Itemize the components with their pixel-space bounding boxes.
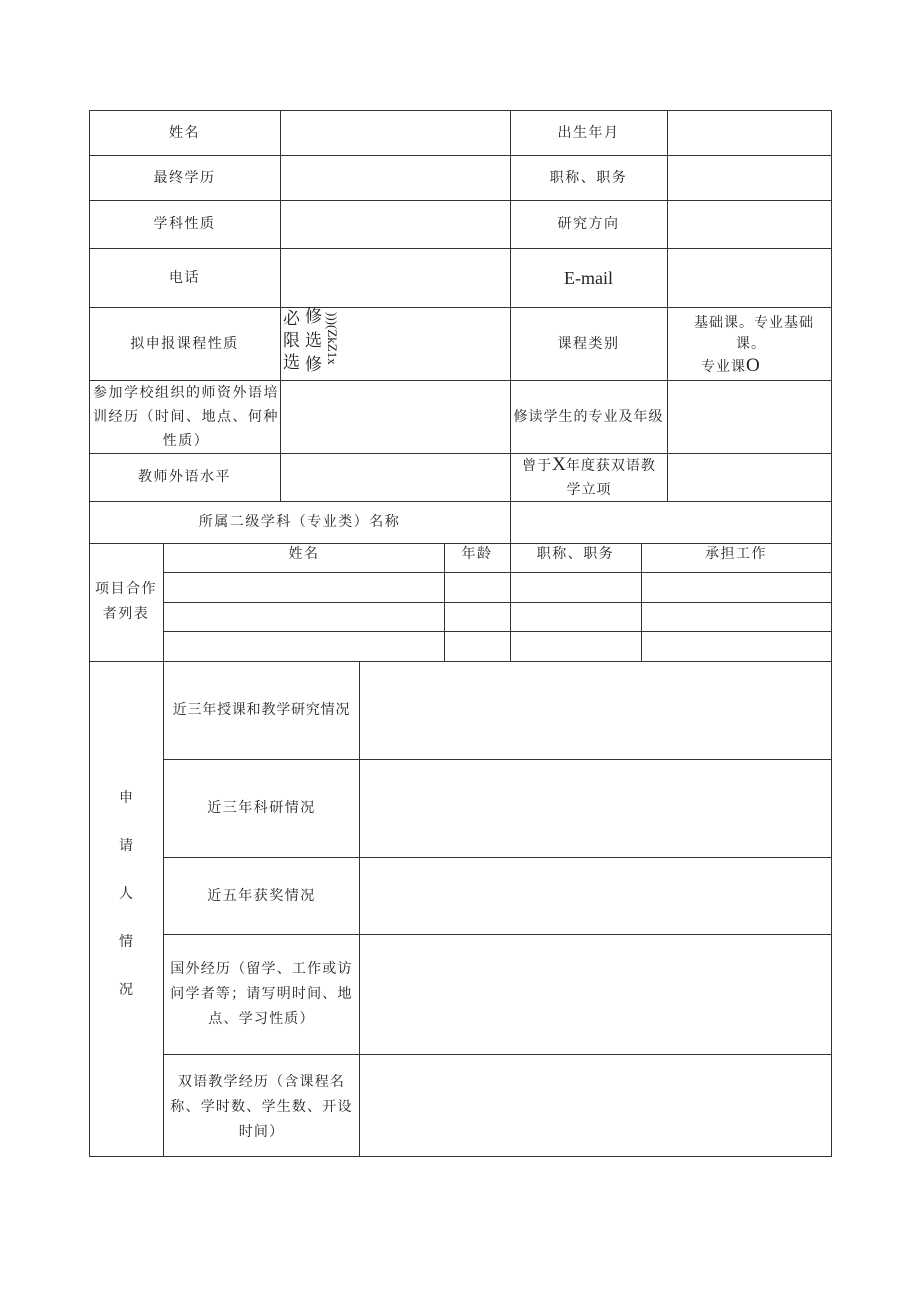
side-label-char: 情	[119, 934, 133, 950]
category-mark: O	[746, 355, 760, 376]
side-label-char: 况	[119, 982, 133, 998]
phone-field[interactable]	[281, 249, 510, 307]
awards-field[interactable]	[360, 858, 831, 934]
category-prefix: 专业课	[701, 359, 746, 375]
course-nature-label: 拟申报课程性质	[130, 335, 239, 352]
rule	[89, 1156, 832, 1157]
side-label-char: 请	[119, 838, 133, 854]
collaborator-duty-cell[interactable]	[642, 632, 831, 661]
course-category-options[interactable]	[668, 308, 831, 380]
discipline-label: 学科性质	[153, 216, 216, 232]
option-char: 选	[283, 353, 300, 373]
project-line: 学立项	[566, 482, 612, 498]
name-field[interactable]	[281, 111, 510, 155]
option-char: 必	[283, 309, 300, 329]
project-field[interactable]	[668, 454, 831, 501]
training-field[interactable]	[281, 381, 510, 453]
email-field[interactable]	[668, 249, 831, 307]
rule	[831, 110, 832, 1157]
option-char: 选	[305, 331, 322, 351]
bilingual-line: 时间）	[238, 1123, 285, 1140]
teaching-label: 近三年授课和教学研究情况	[172, 702, 351, 718]
column-header-duty: 承担工作	[705, 546, 767, 562]
training-line: 参加学校组织的师资外语培	[93, 385, 279, 401]
collaborator-age-cell[interactable]	[445, 603, 510, 631]
students-field[interactable]	[668, 381, 831, 453]
training-line: 性质）	[162, 433, 210, 449]
collaborator-age-cell[interactable]	[445, 632, 510, 661]
project-prefix: 曾于	[522, 458, 553, 474]
option-char: 修	[305, 355, 322, 375]
training-label	[93, 381, 279, 453]
option-char: 限	[283, 331, 300, 351]
column-header-name: 姓名	[288, 546, 320, 562]
birth-label: 出生年月	[557, 124, 620, 141]
education-label: 最终学历	[153, 169, 216, 186]
collaborator-duty-cell[interactable]	[642, 603, 831, 631]
collaborator-age-cell[interactable]	[445, 573, 510, 602]
email-label: E-mail	[564, 267, 613, 288]
collaborator-title-cell[interactable]	[511, 573, 641, 602]
research-history-label: 近三年科研情况	[207, 800, 316, 816]
foreign-level-label: 教师外语水平	[138, 469, 231, 485]
project-suffix: 年度获双语教	[565, 458, 656, 474]
phone-label: 电话	[169, 269, 200, 286]
subject-field[interactable]	[511, 502, 831, 543]
bilingual-line: 双语教学经历（含课程名	[177, 1073, 346, 1090]
students-label: 修读学生的专业及年级	[513, 408, 664, 425]
side-label-char: 申	[119, 790, 133, 806]
research-history-field[interactable]	[360, 760, 831, 857]
collaborator-duty-cell[interactable]	[642, 573, 831, 602]
teaching-field[interactable]	[360, 662, 831, 759]
category-line: 基础课。专业基础	[694, 315, 814, 331]
required-column	[283, 308, 300, 374]
collaborators-label	[89, 543, 163, 661]
abroad-line: 国外经历（留学、工作或访	[170, 960, 353, 977]
foreign-level-field[interactable]	[281, 454, 510, 501]
abroad-label	[164, 934, 359, 1054]
bilingual-label	[164, 1058, 359, 1156]
side-label-char: 人	[119, 886, 133, 902]
awards-label: 近五年获奖情况	[207, 887, 316, 904]
collaborators-label-line: 项目合作	[95, 581, 157, 597]
abroad-field[interactable]	[360, 935, 831, 1054]
applicant-side-label	[89, 786, 163, 1026]
category-line	[701, 355, 760, 377]
bilingual-line: 称、学时数、学生数、开设	[170, 1098, 353, 1115]
category-line: 课。	[736, 336, 766, 352]
subject-label: 所属二级学科（专业类）名称	[198, 514, 401, 530]
discipline-field[interactable]	[281, 201, 510, 248]
collaborator-title-cell[interactable]	[511, 632, 641, 661]
name-label: 姓名	[169, 124, 200, 141]
course-nature-options[interactable]	[281, 308, 510, 380]
column-header-age: 年龄	[461, 546, 493, 562]
bilingual-field[interactable]	[360, 1055, 831, 1156]
abroad-line: 问学者等；请写明时间、地	[170, 985, 353, 1002]
project-label	[511, 453, 667, 501]
column-header-title: 职称、职务	[536, 546, 615, 562]
education-field[interactable]	[281, 156, 510, 200]
abroad-line: 点、学习性质）	[208, 1010, 315, 1027]
elective-column	[305, 305, 322, 377]
title-field[interactable]	[668, 156, 831, 200]
research-direction-label: 研究方向	[557, 216, 620, 232]
collaborator-name-cell[interactable]	[164, 632, 444, 661]
collaborator-title-cell[interactable]	[511, 603, 641, 631]
research-direction-field[interactable]	[668, 201, 831, 248]
collaborator-name-cell[interactable]	[164, 573, 444, 602]
project-line	[511, 453, 667, 478]
option-char: 修	[305, 307, 322, 327]
title-label: 职称、职务	[549, 169, 628, 186]
birth-field[interactable]	[668, 111, 831, 155]
collaborator-name-cell[interactable]	[164, 603, 444, 631]
training-line: 训经历（时间、地点、何种	[93, 409, 279, 425]
course-category-label: 课程类别	[557, 335, 620, 352]
project-mark: X	[552, 454, 566, 475]
option-marks: )))(ZkZ1x	[325, 312, 340, 365]
collaborators-label-line: 者列表	[102, 606, 150, 622]
